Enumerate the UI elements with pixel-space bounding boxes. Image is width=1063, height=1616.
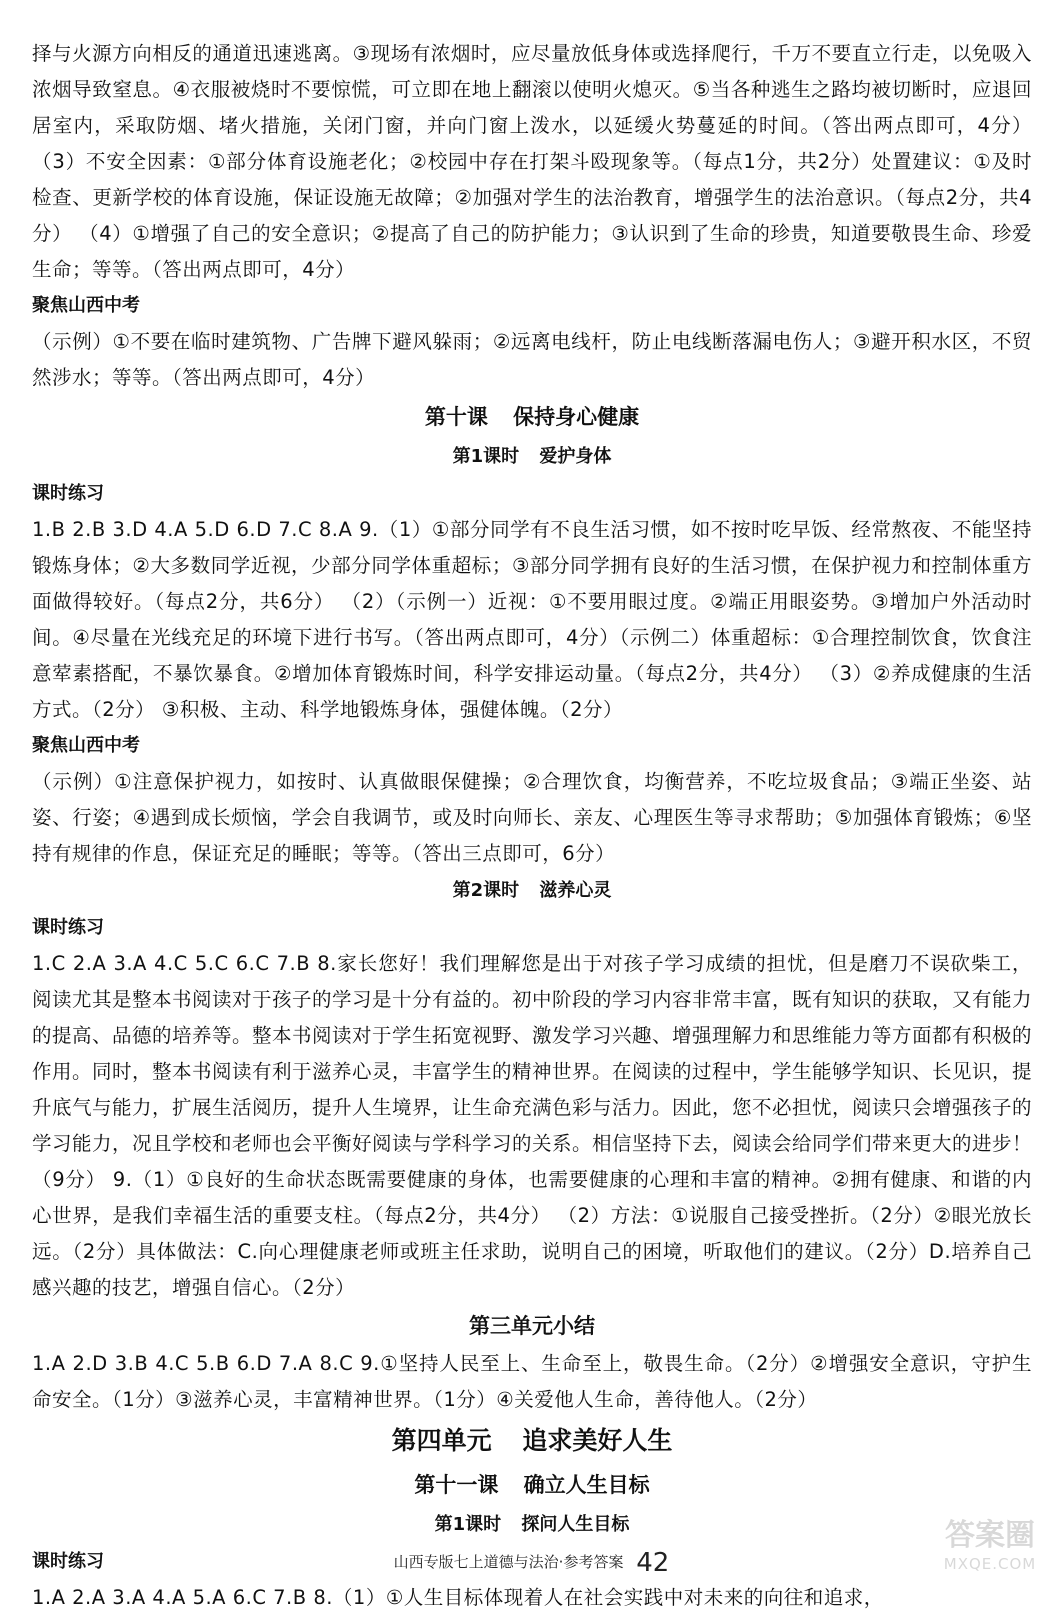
watermark-bottom-text: MXQE.COM bbox=[943, 1555, 1037, 1573]
answer-paragraph: 择与火源方向相反的通道迅速逃离。③现场有浓烟时，应尽量放低身体或选择爬行，千万不要直立行走，以免吸入浓烟导致窒息。④衣服被烧时不要惊慌，可立即在地上翻滚以使明火熄灭。⑤当各种逃生之路均被切断时，应退回居室内，采取防烟、堵火措施，关闭门窗，并向门窗上泼水，以延缓火势蔓延的时间。（答出两点即可，4分） （3）不安全因素：①部分体育设施老化；②校园中存在打架斗殴现象等。（每点1分，共2分）处置建议：①及时检查、更新学校的体育设施，保证设施无故障；②加强对学生的法治教育，增强学生的法治意识。（每点2分，共4分） （4）①增强了自己的安全意识；②提高了自己的防护能力；③认识到了生命的珍贵，知道要敬畏生命、珍爱生命；等等。（答出两点即可，4分） bbox=[32, 42, 1032, 281]
page-number: 42 bbox=[636, 1548, 670, 1578]
section-heading: 聚焦山西中考 bbox=[32, 295, 140, 316]
answer-content bbox=[32, 36, 1032, 1616]
answer-paragraph: （示例）①注意保护视力，如按时、认真做眼保健操；②合理饮食，均衡营养，不吃垃圾食品；③端正坐姿、站姿、行姿；④遇到成长烦恼，学会自我调节，或及时向师长、亲友、心理医生等寻求帮助；⑤加强体育锻炼；⑥坚持有规律的作息，保证充足的睡眠；等等。（答出三点即可，6分） bbox=[32, 770, 1032, 865]
section-heading: 聚焦山西中考 bbox=[32, 735, 140, 756]
answer-paragraph: 1.A 2.A 3.A 4.A 5.A 6.C 7.B 8.（1）①人生目标体现着人在社会实践中对未来的向往和追求， bbox=[32, 1586, 884, 1609]
summary-title: 第三单元小结 bbox=[469, 1314, 595, 1338]
site-watermark bbox=[935, 1518, 1045, 1590]
footer-text: 山西专版七上道德与法治·参考答案 bbox=[393, 1553, 624, 1571]
section-heading: 课时练习 bbox=[32, 1551, 104, 1572]
answer-paragraph: 1.A 2.D 3.B 4.C 5.B 6.D 7.A 8.C 9.①坚持人民至上、生命至上，敬畏生命。（2分）②增强安全意识，守护生命安全。（1分）③滋养心灵，丰富精神世界。（1分）④关爱他人生命，善待他人。（2分） bbox=[32, 1352, 1032, 1411]
period-title: 第1课时 探问人生目标 bbox=[434, 1514, 630, 1535]
section-heading: 课时练习 bbox=[32, 483, 104, 504]
page-footer bbox=[0, 1548, 1063, 1578]
answer-page bbox=[32, 36, 1032, 1616]
lesson-title: 第十课 保持身心健康 bbox=[424, 405, 640, 429]
watermark-top-text: 答案圈 bbox=[945, 1518, 1035, 1553]
answer-paragraph: （示例）①不要在临时建筑物、广告牌下避风躲雨；②远离电线杆，防止电线断落漏电伤人；③避开积水区，不贸然涉水；等等。（答出两点即可，4分） bbox=[32, 330, 1032, 389]
lesson-title: 第十一课 确立人生目标 bbox=[414, 1473, 650, 1497]
section-heading: 课时练习 bbox=[32, 917, 104, 938]
period-title: 第2课时 滋养心灵 bbox=[452, 880, 612, 901]
answer-paragraph: 1.C 2.A 3.A 4.C 5.C 6.C 7.B 8.家长您好！我们理解您是出于对孩子学习成绩的担忧，但是磨刀不误砍柴工，阅读尤其是整本书阅读对于孩子的学习是十分有益的。初中阶段的学习内容非常丰富，既有知识的获取，又有能力的提高、品德的培养等。整本书阅读对于学生拓宽视野、激发学习兴趣、增强理解力和思维能力等方面都有积极的作用。同时，整本书阅读有利于滋养心灵，丰富学生的精神世界。在阅读的过程中，学生能够学知识、长见识，提升底气与能力，扩展生活阅历，提升人生境界，让生命充满色彩与活力。因此，您不必担忧，阅读只会增强孩子的学习能力，况且学校和老师也会平衡好阅读与学科学习的关系。相信坚持下去，阅读会给同学们带来更大的进步！（9分） 9.（1）①良好的生命状态既需要健康的身体，也需要健康的心理和丰富的精神。②拥有健康、和谐的内心世界，是我们幸福生活的重要支柱。（每点2分，共4分） （2）方法：①说服自己接受挫折。（2分）②眼光放长远。（2分）具体做法：C.向心理健康老师或班主任求助，说明自己的困境，听取他们的建议。（2分）D.培养自己感兴趣的技艺，增强自信心。（2分） bbox=[32, 952, 1033, 1299]
unit-title: 第四单元 追求美好人生 bbox=[391, 1426, 673, 1455]
period-title: 第1课时 爱护身体 bbox=[452, 446, 612, 467]
answer-paragraph: 1.B 2.B 3.D 4.A 5.D 6.D 7.C 8.A 9.（1）①部分同学有不良生活习惯，如不按时吃早饭、经常熬夜、不能坚持锻炼身体；②大多数同学近视，少部分同学体重超标；③部分同学拥有良好的生活习惯，在保护视力和控制体重方面做得较好。（每点2分，共6分） （2）（示例一）近视：①不要用眼过度。②端正用眼姿势。③增加户外活动时间。④尽量在光线充足的环境下进行书写。（答出两点即可，4分）（示例二）体重超标：①合理控制饮食，饮食注意荤素搭配，不暴饮暴食。②增加体育锻炼时间，科学安排运动量。（每点2分，共4分） （3）②养成健康的生活方式。（2分） ③积极、主动、科学地锻炼身体，强健体魄。（2分） bbox=[32, 518, 1032, 721]
